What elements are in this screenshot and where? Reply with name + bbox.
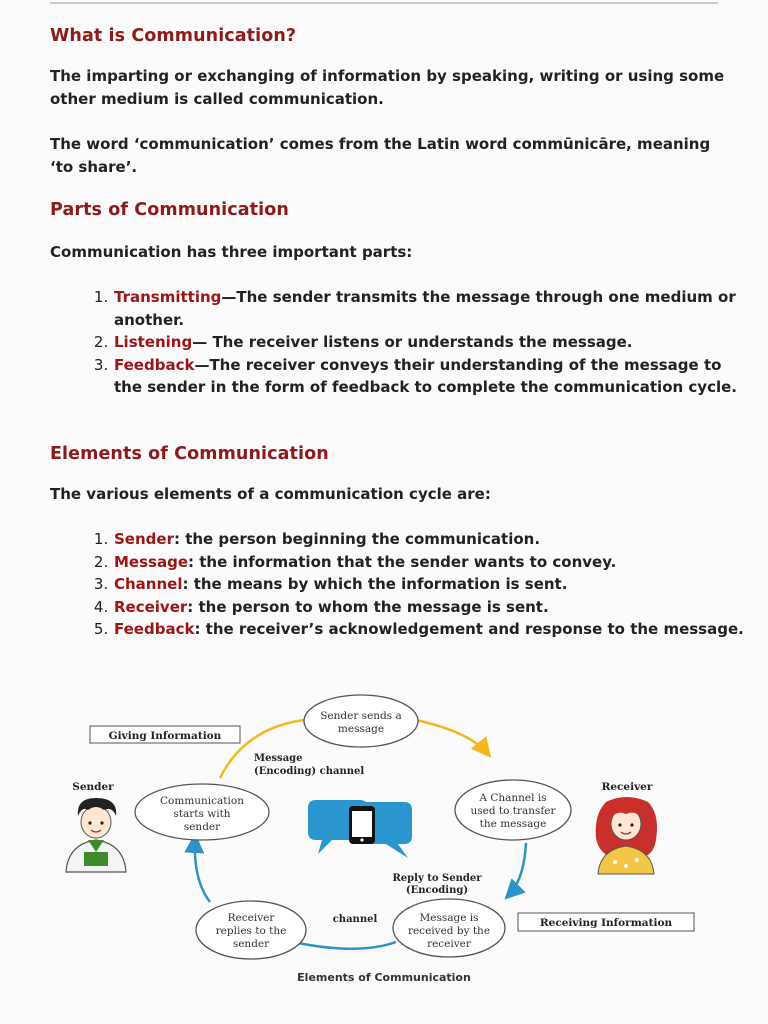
element-desc: : the person beginning the communication. xyxy=(173,530,541,548)
element-desc: : the means by which the information is sent. xyxy=(182,575,568,594)
svg-text:Receiver: Receiver xyxy=(227,912,275,924)
element-desc: : the person to whom the message is sent. xyxy=(187,597,549,616)
element-term: Feedback xyxy=(114,620,195,639)
message-channel-label: (Encoding) channel xyxy=(254,766,365,777)
svg-text:sender: sender xyxy=(232,938,270,950)
svg-text:the message: the message xyxy=(479,818,547,830)
part-term: Feedback xyxy=(114,355,195,374)
list-item xyxy=(113,331,753,354)
receiver-girl-icon xyxy=(596,797,657,874)
svg-text:sender: sender xyxy=(183,821,221,833)
svg-text:message: message xyxy=(337,723,385,735)
receiver-label: Receiver xyxy=(601,781,653,793)
heading-parts-of-communication: Parts of Communication xyxy=(50,200,289,220)
list-item xyxy=(113,354,753,399)
reply-to-sender-label: Reply to Sender xyxy=(392,873,482,884)
node-channel-transfers-message xyxy=(455,780,571,840)
part-term: Listening xyxy=(114,333,193,352)
element-term: Sender xyxy=(114,530,174,548)
part-desc: —The sender transmits the message through one medium or another. xyxy=(114,288,736,329)
svg-text:Sender sends a: Sender sends a xyxy=(320,710,402,722)
list-item xyxy=(113,528,753,551)
receiving-information-label xyxy=(518,913,694,931)
sender-boy-icon xyxy=(66,798,126,872)
arrow-top-to-right xyxy=(416,720,488,754)
message-channel-label: Message xyxy=(254,753,303,764)
node-communication-starts xyxy=(135,784,269,840)
elements-intro: The various elements of a communication cycle are: xyxy=(50,485,491,503)
list-item xyxy=(113,596,753,619)
element-term: Receiver xyxy=(114,597,188,616)
etymology-paragraph: The word ‘communication’ comes from the Latin word commūnicāre, meaning ‘to share’. xyxy=(50,135,711,176)
svg-text:replies to the: replies to the xyxy=(215,925,287,937)
node-message-received xyxy=(393,899,505,957)
giving-information-label xyxy=(90,726,240,743)
heading-elements-of-communication: Elements of Communication xyxy=(50,444,329,464)
svg-text:receiver: receiver xyxy=(427,938,471,950)
list-item xyxy=(113,618,753,641)
svg-text:Receiving Information: Receiving Information xyxy=(539,917,673,929)
element-term: Channel xyxy=(114,575,183,594)
svg-text:A Channel is: A Channel is xyxy=(479,792,547,804)
diagram-caption: Elements of Communication xyxy=(297,971,471,984)
communication-cycle-diagram xyxy=(60,690,710,965)
svg-text:starts with: starts with xyxy=(173,808,231,820)
arrow-bottom-left-to-left xyxy=(195,838,210,902)
list-item xyxy=(113,573,753,596)
sender-label: Sender xyxy=(72,781,114,793)
chat-phone-icon xyxy=(308,800,412,858)
element-desc: : the receiver’s acknowledgement and response to the message. xyxy=(194,620,744,639)
channel-label: channel xyxy=(332,914,378,925)
part-term: Transmitting xyxy=(114,288,222,306)
parts-list xyxy=(90,286,753,399)
element-desc: : the information that the sender wants to convey. xyxy=(188,552,617,571)
reply-to-sender-label: (Encoding) xyxy=(405,885,469,896)
part-desc: — The receiver listens or understands the message. xyxy=(192,333,633,352)
svg-text:Giving Information: Giving Information xyxy=(108,730,222,742)
svg-text:used to transfer: used to transfer xyxy=(470,805,556,817)
definition-paragraph: The imparting or exchanging of information by speaking, writing or using some other medium is called communication. xyxy=(50,67,725,108)
node-receiver-replies xyxy=(196,901,306,959)
elements-list xyxy=(90,528,753,641)
svg-text:Communication: Communication xyxy=(160,795,244,807)
node-sender-sends-message xyxy=(304,695,418,747)
parts-intro: Communication has three important parts: xyxy=(50,243,413,261)
svg-text:received by the: received by the xyxy=(407,925,491,937)
list-item xyxy=(113,551,753,574)
part-desc: —The receiver conveys their understanding of the message to the sender in the form of feedback to complete the communication cycle. xyxy=(114,355,737,397)
arrow-bottom-right-to-bottom-left xyxy=(298,942,396,949)
heading-what-is-communication: What is Communication? xyxy=(50,26,297,46)
arrow-right-to-bottom-right xyxy=(508,843,526,896)
list-item xyxy=(113,286,753,331)
svg-text:Message is: Message is xyxy=(419,912,479,924)
top-divider xyxy=(50,2,718,4)
element-term: Message xyxy=(114,552,188,571)
